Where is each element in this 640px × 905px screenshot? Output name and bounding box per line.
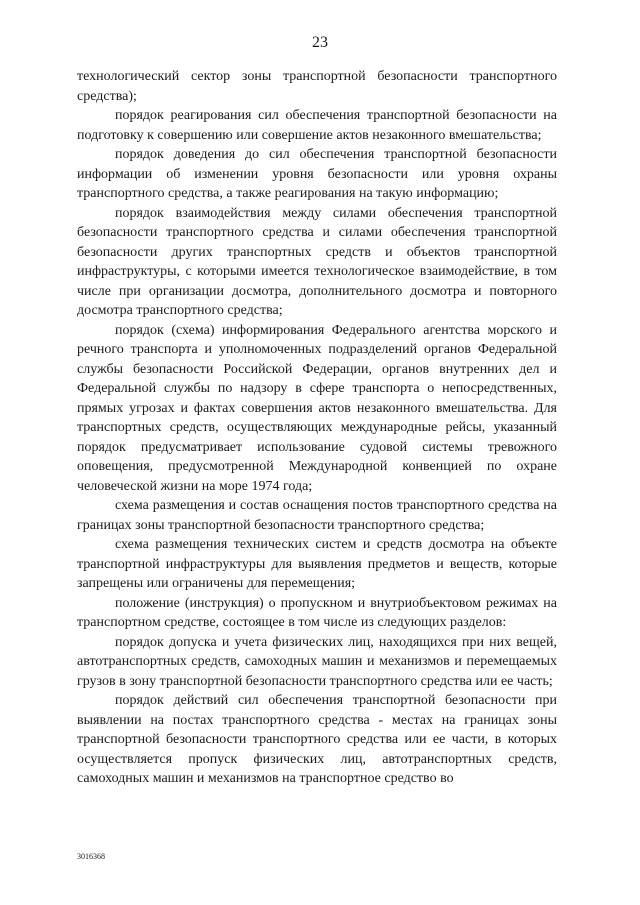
paragraph-continuation: технологический сектор зоны транспортной безопасности транспортного средства);	[77, 69, 557, 104]
paragraph: схема размещения и состав оснащения постов транспортного средства на границах зоны транспортной безопасности транспортного средства;	[77, 498, 557, 533]
paragraph: порядок взаимодействия между силами обеспечения транспортной безопасности транспортного средства и силами обеспечения транспортной безопасности других транспортных средств и объектов транспортной инфраструктуры, с которыми имеется технологическое взаимодействие, в том числе при организации досмотра, дополнительного досмотра и повторного досмотра транспортного средства;	[77, 205, 557, 318]
page-number: 23	[312, 34, 328, 51]
paragraph: положение (инструкция) о пропускном и внутриобъектовом режимах на транспортном средстве, состоящее в том числе из следующих разделов:	[77, 595, 557, 630]
paragraph: порядок реагирования сил обеспечения транспортной безопасности на подготовку к совершению или совершение актов незаконного вмешательства;	[77, 108, 557, 143]
paragraph: порядок (схема) информирования Федерального агентства морского и речного транспорта и уполномоченных подразделений органов Федеральной службы безопасности Российской Федерации, органов внутренних дел и Федеральной службы по надзору в сфере транспорта о непосредственных, прямых угрозах и фактах совершения актов незаконного вмешательства. Для транспортных средств, осуществляющих международные рейсы, указанный порядок предусматривает использование судовой системы тревожного оповещения, предусмотренной Международной конвенцией по охране человеческой жизни на море 1974 года;	[77, 322, 557, 494]
paragraph: порядок действий сил обеспечения транспортной безопасности при выявлении на постах транспортного средства - местах на границах зоны транспортной безопасности транспортного средства или ее части, в которых осуществляется пропуск физических лиц, автотранспортных средств, самоходных машин и механизмов на транспортное средство во	[77, 693, 557, 786]
paragraph: порядок допуска и учета физических лиц, находящихся при них вещей, автотранспортных средств, самоходных машин и механизмов и перемещаемых грузов в зону транспортной безопасности транспортного средства или ее часть;	[77, 634, 557, 689]
document-body	[77, 67, 557, 789]
paragraph: схема размещения технических систем и средств досмотра на объекте транспортной инфраструктуры для выявления предметов и веществ, которые запрещены или ограничены для перемещения;	[77, 537, 557, 591]
paragraph: порядок доведения до сил обеспечения транспортной безопасности информации об изменении уровня безопасности или уровня охраны транспортного средства, а также реагирования на такую информацию;	[77, 147, 557, 201]
document-code: 3016368	[77, 852, 105, 861]
